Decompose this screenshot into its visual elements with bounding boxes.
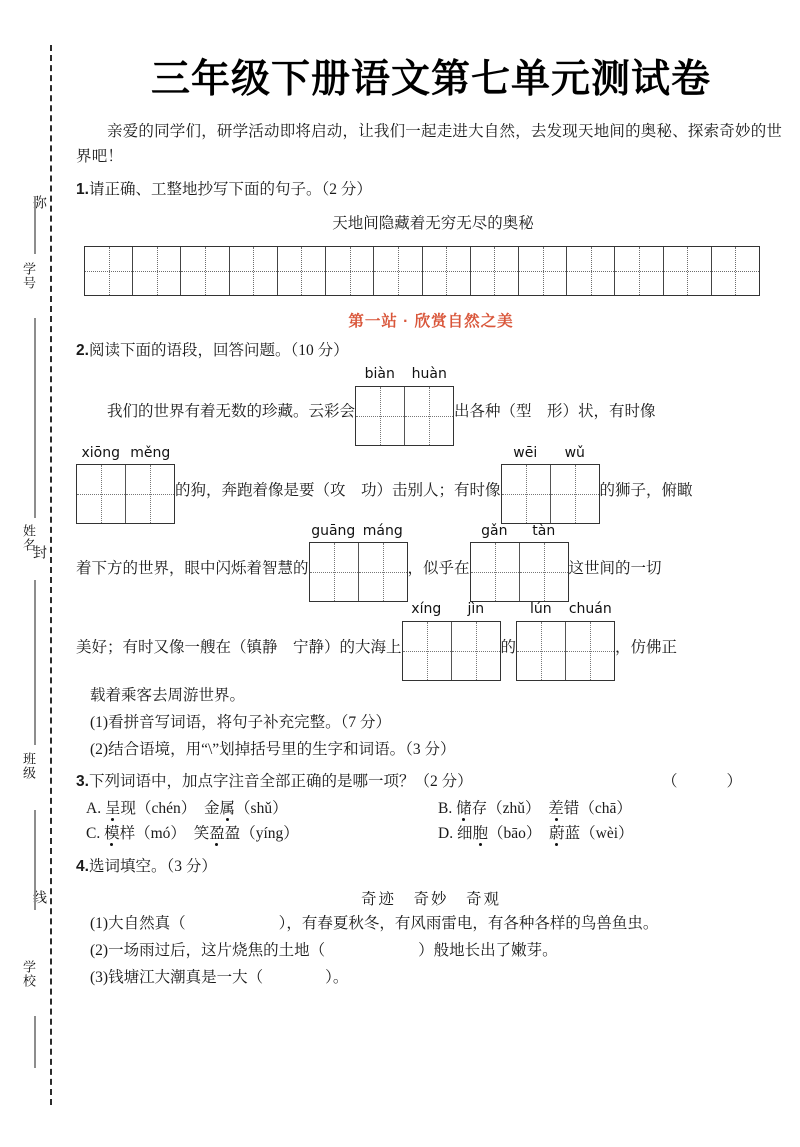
pinyin-syllable: máng <box>362 523 403 540</box>
question-4-number: 4. <box>76 857 89 875</box>
pinyin-row <box>402 602 501 620</box>
dotted-character: 盈 <box>209 825 225 843</box>
handwriting-cell[interactable] <box>471 247 519 295</box>
handwriting-cell[interactable] <box>519 247 567 295</box>
handwriting-cell[interactable] <box>664 247 712 295</box>
question-1-sentence: 天地间隐藏着无穷无尽的奥秘 <box>332 215 534 233</box>
handwriting-cell[interactable] <box>374 247 422 295</box>
word-character: 现 <box>120 800 136 818</box>
section-banner: 第一站 · 欣赏自然之美 <box>348 313 514 331</box>
question-4-item-2[interactable]: (2)一场雨过后，这片烧焦的土地（ ）般地长出了嫩芽。 <box>90 941 558 959</box>
passage-text: 美好；有时又像一艘在（镇静 宁静）的大海上 <box>76 638 402 656</box>
character-cell[interactable] <box>551 465 599 523</box>
character-cell[interactable] <box>77 465 126 523</box>
passage-text: 的狗，奔跑着像是要（攻 功）击别人；有时像 <box>175 481 501 499</box>
option-pinyin: （mó） <box>135 825 179 843</box>
option-spacer <box>534 825 550 842</box>
option-d[interactable] <box>438 821 790 846</box>
handwriting-cell[interactable] <box>326 247 374 295</box>
passage-line <box>76 367 790 445</box>
option-pinyin: （wèi） <box>580 825 634 843</box>
word-character: 蓝 <box>564 825 581 843</box>
character-cell[interactable] <box>403 622 452 680</box>
character-grid[interactable] <box>402 621 501 681</box>
pinyin-answer-blank[interactable] <box>76 446 175 524</box>
pinyin-row <box>470 524 569 542</box>
word-character: 样 <box>119 825 136 843</box>
option-row <box>86 796 790 821</box>
passage-text: ，似乎在 <box>407 560 470 578</box>
dotted-character: 储 <box>456 800 472 818</box>
character-cell[interactable] <box>517 622 566 680</box>
option-c[interactable] <box>86 821 438 846</box>
character-cell[interactable] <box>126 465 174 523</box>
passage-text: 着下方的世界，眼中闪烁着智慧的 <box>76 560 309 578</box>
question-4-item-3[interactable]: (3)钱塘江大潮真是一大（ ）。 <box>90 968 349 986</box>
dotted-character: 属 <box>219 800 236 818</box>
pinyin-row <box>501 446 600 464</box>
passage-line <box>76 524 790 602</box>
option-word <box>104 825 178 842</box>
option-pinyin: （yíng） <box>240 825 299 843</box>
pinyin-row <box>516 602 615 620</box>
pinyin-syllable: měng <box>130 444 171 461</box>
character-cell[interactable] <box>502 465 551 523</box>
question-3-text: 下列词语中，加点字注音全部正确的是哪一项？（2 分） <box>88 773 473 791</box>
question-1-prompt <box>76 177 790 202</box>
option-key: D. <box>438 825 457 843</box>
dotted-character: 差 <box>548 800 564 818</box>
option-spacer <box>533 800 549 817</box>
question-3-options <box>86 796 790 846</box>
pinyin-answer-blank[interactable] <box>470 524 569 602</box>
pinyin-syllable: xiōng <box>81 444 120 461</box>
dotted-character: 蔚 <box>549 825 565 843</box>
question-2-sub-1: (1)看拼音写词语，将句子补充完整。（7 分） <box>90 713 391 731</box>
pinyin-syllable: guāng <box>311 523 356 540</box>
option-word <box>457 825 534 842</box>
option-key: C. <box>86 825 105 843</box>
handwriting-cell[interactable] <box>85 247 133 295</box>
handwriting-grid[interactable] <box>84 246 760 296</box>
intro-paragraph: 亲爱的同学们，研学活动即将启动，让我们一起走进大自然，去发现天地间的奥秘、探索奇妙的世界吧！ <box>76 122 783 166</box>
passage-line <box>76 446 790 524</box>
seal-rule-4 <box>34 810 36 910</box>
seal-label-student-id: 学号 <box>21 262 36 290</box>
seal-label-school: 学校 <box>21 960 36 988</box>
pinyin-syllable: wēi <box>513 444 538 461</box>
character-cell[interactable] <box>359 543 407 601</box>
pinyin-syllable: wǔ <box>564 444 585 461</box>
question-2-prompt <box>76 338 790 363</box>
word-character: 错 <box>563 800 580 818</box>
question-4 <box>76 854 790 879</box>
question-3-prompt <box>76 769 790 794</box>
option-a[interactable] <box>86 796 438 821</box>
pinyin-row <box>76 446 175 464</box>
character-cell[interactable] <box>566 622 614 680</box>
character-cell[interactable] <box>520 543 568 601</box>
question-3-answer-bracket[interactable]: （ ） <box>661 773 748 791</box>
seal-word-mi: 弥 <box>32 195 48 209</box>
seal-word-feng: 封 <box>32 545 48 559</box>
pinyin-row <box>355 367 454 385</box>
pinyin-answer-blank[interactable] <box>309 524 408 602</box>
exam-sheet <box>62 0 800 1147</box>
handwriting-cell[interactable] <box>615 247 663 295</box>
question-2-number: 2. <box>76 342 89 360</box>
character-cell[interactable] <box>471 543 520 601</box>
option-row <box>86 821 790 846</box>
question-2 <box>76 338 790 363</box>
pinyin-answer-blank[interactable] <box>355 367 454 445</box>
option-pinyin: （bāo） <box>487 825 534 843</box>
handwriting-cell[interactable] <box>567 247 615 295</box>
seal-rule-5 <box>34 1016 36 1068</box>
option-word <box>456 800 533 817</box>
passage-text: 的 <box>500 638 517 656</box>
handwriting-cell[interactable] <box>230 247 278 295</box>
character-cell[interactable] <box>310 543 359 601</box>
character-grid[interactable] <box>76 464 175 524</box>
option-word <box>105 800 189 817</box>
passage-line <box>76 602 790 680</box>
word-character: 细 <box>456 825 473 843</box>
handwriting-cell[interactable] <box>133 247 181 295</box>
question-4-prompt <box>76 854 790 879</box>
passage-text: 的狮子，俯瞰 <box>599 481 693 499</box>
option-b[interactable] <box>438 796 790 821</box>
character-grid[interactable] <box>309 542 408 602</box>
seal-dotted-line <box>50 45 52 1105</box>
option-word <box>204 800 288 817</box>
seal-rule-1 <box>34 196 36 254</box>
question-4-word-bank: 奇迹 奇妙 奇观 <box>360 890 501 908</box>
question-2-tail: 载着乘客去周游世界。 <box>90 686 246 704</box>
handwriting-cell[interactable] <box>712 247 759 295</box>
seal-rule-2 <box>34 318 36 518</box>
pinyin-syllable: xíng <box>411 601 442 618</box>
option-word <box>194 825 299 842</box>
seal-rule-3 <box>34 580 36 745</box>
pinyin-syllable: jìn <box>467 601 485 618</box>
character-grid[interactable] <box>501 464 600 524</box>
pinyin-syllable: huàn <box>411 366 447 383</box>
option-pinyin: （chā） <box>579 800 632 818</box>
pinyin-answer-blank[interactable] <box>501 446 600 524</box>
passage-text: 出各种（型 形）状，有时像 <box>454 403 656 421</box>
word-character: 金 <box>204 800 220 818</box>
option-pinyin: （shǔ） <box>235 800 288 818</box>
handwriting-cell[interactable] <box>423 247 471 295</box>
handwriting-cell[interactable] <box>278 247 326 295</box>
pinyin-row <box>309 524 408 542</box>
option-pinyin: （chén） <box>135 800 189 818</box>
passage-text: 我们的世界有着无数的珍藏。云彩会 <box>107 403 356 421</box>
question-4-text: 选词填空。（3 分） <box>88 857 217 875</box>
option-word <box>548 800 632 817</box>
option-key: B. <box>438 800 457 818</box>
character-grid[interactable] <box>516 621 615 681</box>
cloze-passage <box>76 367 790 681</box>
seal-word-xian: 线 <box>32 890 48 904</box>
option-word <box>549 825 633 842</box>
passage-text: ，仿佛正 <box>615 638 678 656</box>
seal-label-name: 姓名 <box>21 524 36 552</box>
character-cell[interactable] <box>452 622 500 680</box>
seal-label-class: 班级 <box>21 752 36 780</box>
question-1-number: 1. <box>76 180 89 198</box>
dotted-character: 呈 <box>104 800 121 818</box>
pinyin-syllable: tàn <box>532 523 556 540</box>
question-1-text: 请正确、工整地抄写下面的句子。（2 分） <box>88 180 372 198</box>
passage-text: 这世间的一切 <box>568 560 662 578</box>
option-key: A. <box>86 800 105 818</box>
pinyin-syllable: biàn <box>364 366 395 383</box>
character-grid[interactable] <box>470 542 569 602</box>
word-character: 笑 <box>193 825 210 843</box>
pinyin-syllable: lún <box>529 601 552 618</box>
character-grid[interactable] <box>355 386 454 446</box>
character-cell[interactable] <box>356 387 405 445</box>
pinyin-syllable: chuán <box>568 601 612 618</box>
character-cell[interactable] <box>405 387 453 445</box>
handwriting-cell[interactable] <box>181 247 229 295</box>
question-1 <box>76 177 790 236</box>
pinyin-answer-blank[interactable] <box>402 602 501 680</box>
option-spacer <box>178 825 194 842</box>
option-spacer <box>189 800 205 817</box>
page-title: 三年级下册语文第七单元测试卷 <box>150 58 711 101</box>
option-pinyin: （zhǔ） <box>487 800 533 818</box>
word-character: 盈 <box>224 825 241 843</box>
pinyin-answer-blank[interactable] <box>516 602 615 680</box>
question-2-text: 阅读下面的语段，回答问题。（10 分） <box>88 342 349 360</box>
question-3 <box>76 769 790 794</box>
pinyin-syllable: gǎn <box>481 523 508 540</box>
seal-sidebar <box>0 0 62 1147</box>
question-2-sub-2: (2)结合语境，用“\”划掉括号里的生字和词语。（3 分） <box>90 741 456 759</box>
dotted-character: 模 <box>104 825 120 843</box>
question-3-number: 3. <box>76 773 89 791</box>
question-4-item-1[interactable]: (1)大自然真（ ），有春夏秋冬，有风雨雷电，有各种各样的鸟兽鱼虫。 <box>90 914 659 932</box>
word-character: 存 <box>471 800 488 818</box>
dotted-character: 胞 <box>472 825 488 843</box>
